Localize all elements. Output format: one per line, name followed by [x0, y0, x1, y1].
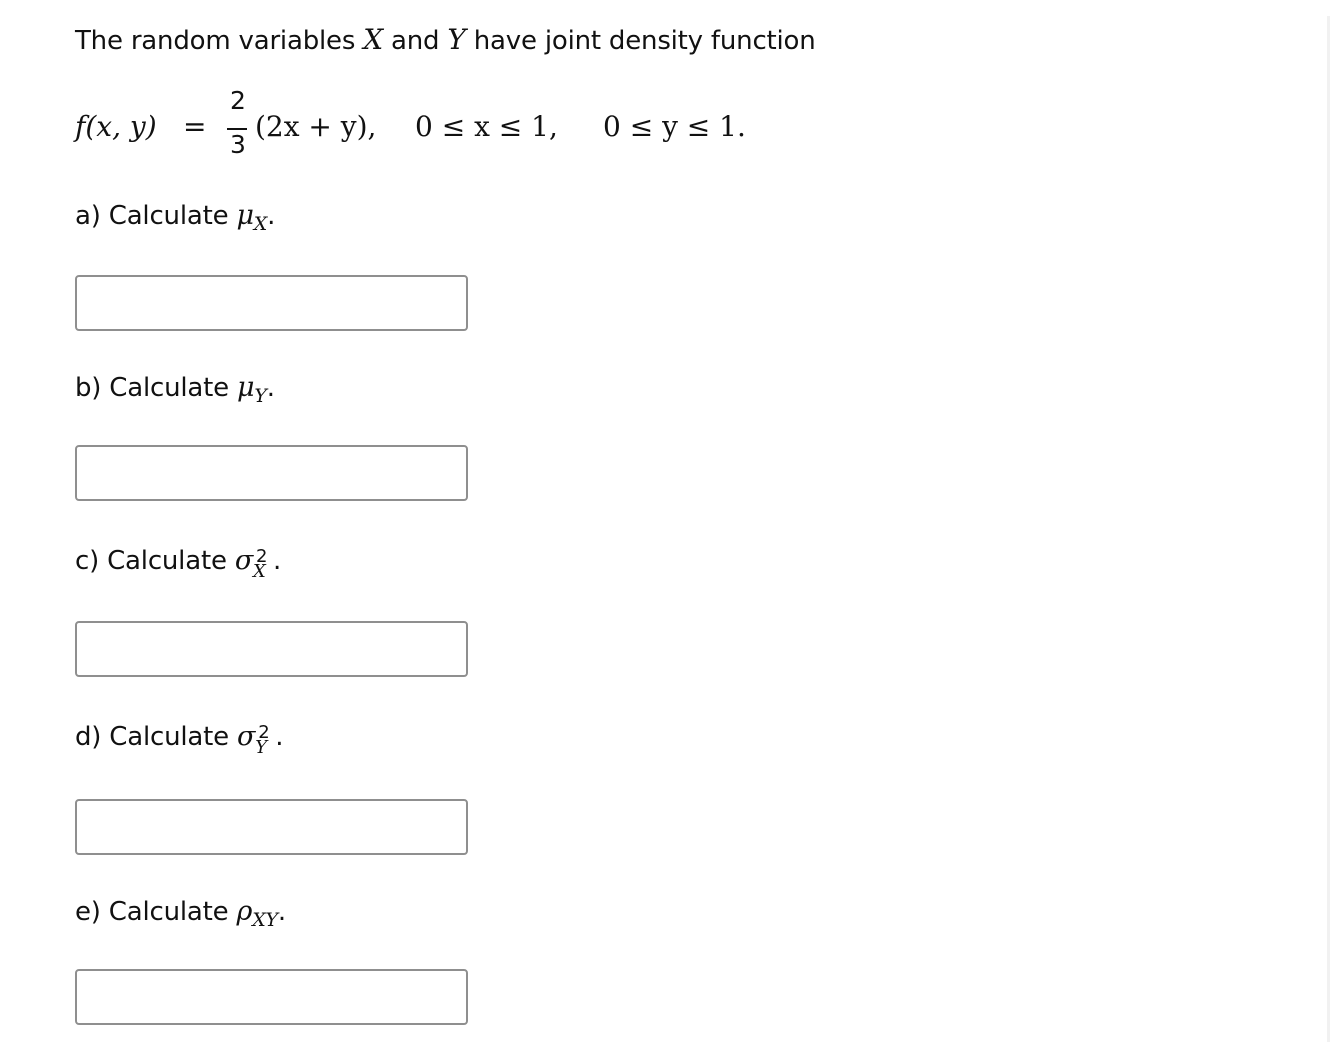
fraction-numerator: 2 [230, 86, 246, 115]
question-e-period: . [277, 897, 286, 927]
subscript-x: X [253, 213, 268, 235]
question-a-period: . [267, 201, 276, 231]
formula-equals: = [183, 110, 207, 143]
subscript-xy: XY [252, 909, 278, 931]
formula-expression: (2x + y), [255, 110, 377, 143]
mu-symbol: μ [236, 200, 254, 231]
question-c-period: . [273, 546, 282, 576]
formula-condition-y: 0 ≤ y ≤ 1. [603, 110, 746, 143]
variable-x: X [363, 23, 383, 56]
intro-text-after: have joint density function [465, 26, 816, 56]
question-b-label: b) Calculate [75, 373, 238, 403]
question-e-label: e) Calculate [75, 897, 237, 927]
script-stack [255, 721, 275, 758]
formula-lhs: f(x, y) [75, 110, 157, 143]
subscript-y: Y [255, 736, 267, 758]
answer-d-input[interactable] [75, 799, 468, 855]
intro-text-mid: and [382, 26, 448, 56]
question-c-label: c) Calculate [75, 546, 235, 576]
answer-b-input[interactable] [75, 445, 468, 501]
sigma-symbol: σ [234, 545, 254, 576]
joint-density-formula [75, 86, 795, 166]
answer-a-input[interactable] [75, 275, 468, 331]
rho-symbol: ρ [236, 896, 253, 927]
answer-c-input[interactable] [75, 621, 468, 677]
question-a-label: a) Calculate [75, 201, 237, 231]
fraction-denominator: 3 [230, 130, 246, 159]
intro-text-before: The random variables [75, 26, 364, 56]
formula-condition-x: 0 ≤ x ≤ 1, [415, 110, 558, 143]
question-b [75, 370, 275, 408]
question-c [75, 543, 282, 582]
script-stack [253, 545, 273, 582]
sigma-symbol: σ [237, 721, 256, 752]
mu-symbol: μ [237, 372, 255, 403]
question-d-label: d) Calculate [75, 722, 238, 752]
superscript-2: 2 [258, 721, 270, 743]
variable-y: Y [447, 23, 466, 56]
question-b-period: . [266, 373, 275, 403]
page-edge-divider [1327, 16, 1330, 1042]
superscript-2: 2 [256, 545, 268, 567]
problem-intro [75, 22, 816, 59]
question-d [75, 719, 284, 758]
question-a [75, 198, 275, 236]
answer-e-input[interactable] [75, 969, 468, 1025]
question-e [75, 894, 286, 932]
subscript-x: X [253, 560, 266, 582]
question-d-period: . [275, 722, 284, 752]
subscript-y: Y [254, 385, 267, 407]
